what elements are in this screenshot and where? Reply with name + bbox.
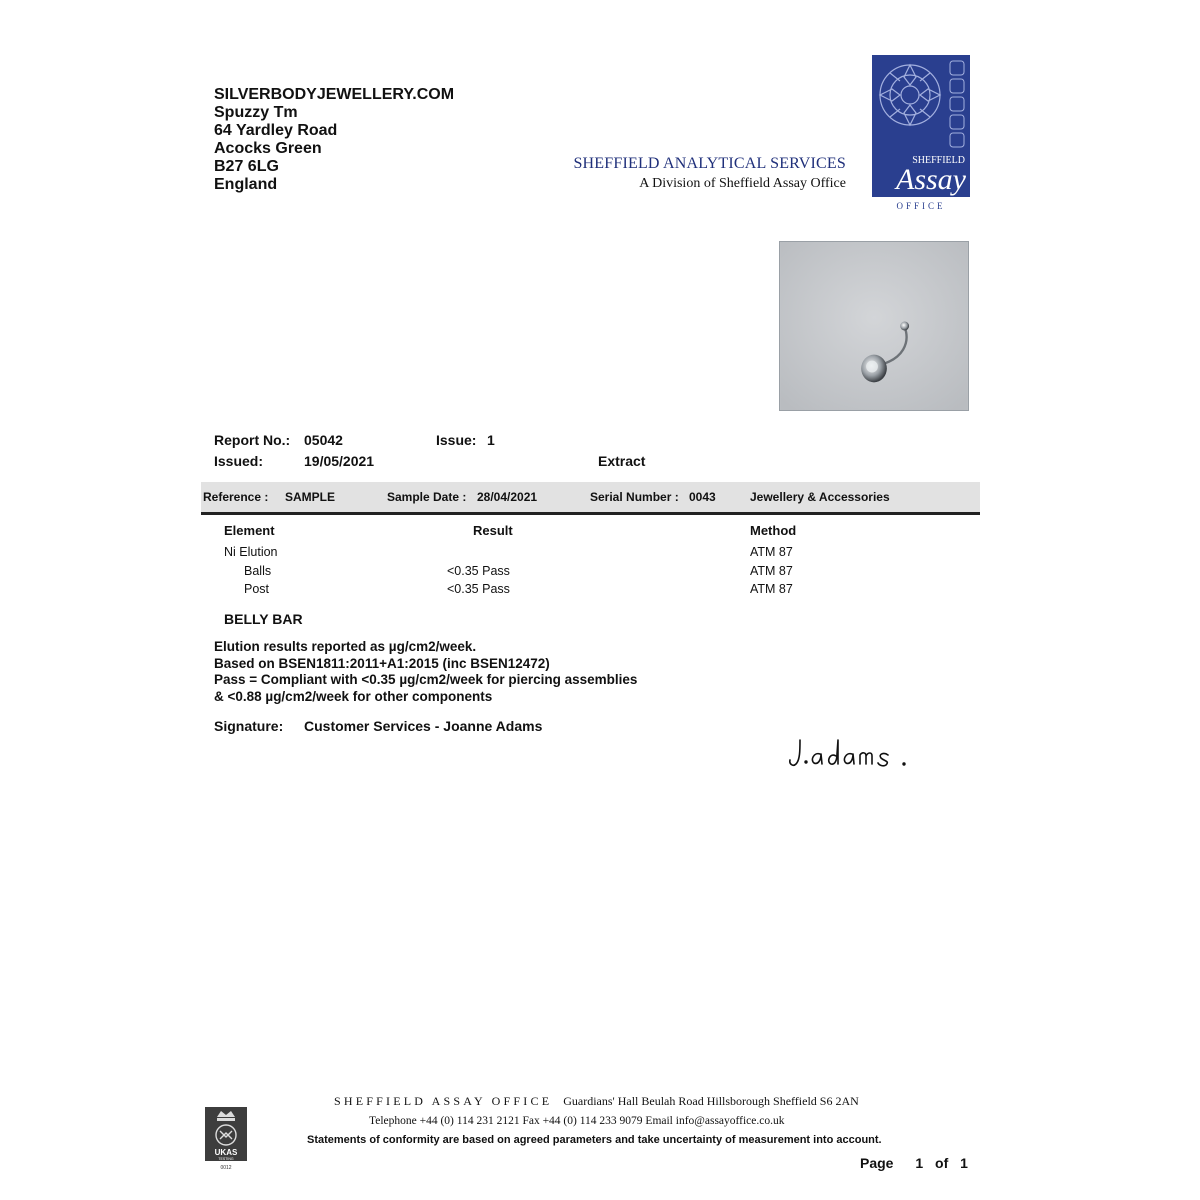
logo-text: OFFICE bbox=[896, 201, 946, 211]
page-of: of bbox=[935, 1155, 949, 1171]
page-label: Page bbox=[860, 1155, 894, 1171]
notes-block bbox=[214, 639, 637, 705]
serial-number-value: 0043 bbox=[689, 490, 716, 504]
serial-number-label: Serial Number : bbox=[590, 490, 679, 504]
method-cell: ATM 87 bbox=[750, 564, 793, 578]
column-header-element: Element bbox=[224, 523, 275, 538]
note-line: Based on BSEN1811:2011+A1:2015 (inc BSEN12472) bbox=[214, 655, 550, 671]
address-line: 64 Yardley Road bbox=[214, 122, 338, 139]
element-cell: Post bbox=[244, 582, 270, 596]
footer-contact: Telephone +44 (0) 114 231 2121 Fax +44 (0) 114 233 9079 Email info@assayoffice.co.uk bbox=[369, 1115, 785, 1127]
issuer-title: SHEFFIELD ANALYTICAL SERVICES bbox=[573, 155, 846, 172]
reference-label: Reference : bbox=[203, 490, 269, 504]
footer-address-line bbox=[334, 1094, 859, 1109]
ukas-testing-logo bbox=[203, 1105, 249, 1173]
ukas-text: UKAS bbox=[214, 1148, 238, 1157]
report-number: 05042 bbox=[304, 432, 343, 448]
element-cell: Balls bbox=[244, 564, 272, 578]
ukas-text: 0012 bbox=[220, 1165, 232, 1171]
address-line: B27 6LG bbox=[214, 158, 279, 175]
recipient-address bbox=[214, 86, 454, 194]
address-line: SILVERBODYJEWELLERY.COM bbox=[214, 86, 455, 103]
footer-statement: Statements of conformity are based on agreed parameters and take uncertainty of measurement into account. bbox=[307, 1134, 882, 1146]
category-label: Jewellery & Accessories bbox=[750, 490, 890, 504]
logo-text: SHEFFIELD bbox=[912, 155, 965, 166]
column-header-result: Result bbox=[473, 523, 513, 538]
footer-org: SHEFFIELD ASSAY OFFICE bbox=[334, 1094, 553, 1108]
signatory-name: Customer Services - Joanne Adams bbox=[304, 718, 543, 734]
element-cell: Ni Elution bbox=[224, 545, 278, 559]
note-line: Elution results reported as µg/cm2/week. bbox=[214, 639, 477, 654]
reference-bar bbox=[201, 482, 980, 515]
note-line: & <0.88 µg/cm2/week for other components bbox=[214, 688, 493, 704]
address-line: Spuzzy Tm bbox=[214, 104, 298, 121]
result-cell: <0.35 Pass bbox=[447, 564, 510, 578]
item-name: BELLY BAR bbox=[224, 611, 303, 627]
issue-number: 1 bbox=[487, 432, 495, 448]
method-cell: ATM 87 bbox=[750, 545, 793, 559]
page-current: 1 bbox=[915, 1155, 924, 1171]
signature-label: Signature: bbox=[214, 718, 284, 734]
sample-date-label: Sample Date : bbox=[387, 490, 467, 504]
handwritten-signature bbox=[786, 734, 916, 774]
footer-address: Guardians' Hall Beulah Road Hillsborough Sheffield S6 2AN bbox=[563, 1094, 859, 1108]
page-indicator bbox=[860, 1155, 968, 1171]
sheffield-assay-office-logo bbox=[872, 55, 970, 217]
result-cell: <0.35 Pass bbox=[447, 582, 510, 596]
ukas-text: TESTING bbox=[218, 1157, 234, 1161]
sample-date-value: 28/04/2021 bbox=[477, 490, 538, 504]
belly-bar-photo bbox=[779, 241, 969, 411]
page-total: 1 bbox=[960, 1155, 968, 1171]
issued-date: 19/05/2021 bbox=[304, 453, 375, 469]
column-header-method: Method bbox=[750, 523, 797, 538]
method-cell: ATM 87 bbox=[750, 582, 793, 596]
issue-label: Issue: bbox=[436, 432, 477, 448]
issued-label: Issued: bbox=[214, 453, 264, 469]
address-line: Acocks Green bbox=[214, 140, 322, 157]
report-number-label: Report No.: bbox=[214, 432, 291, 448]
report-type: Extract bbox=[598, 453, 646, 469]
logo-text: Assay bbox=[896, 163, 966, 196]
issuer-subtitle: A Division of Sheffield Assay Office bbox=[639, 176, 846, 191]
address-line: England bbox=[214, 176, 278, 193]
reference-value: SAMPLE bbox=[285, 490, 336, 504]
note-line: Pass = Compliant with <0.35 µg/cm2/week for piercing assemblies bbox=[214, 672, 638, 687]
